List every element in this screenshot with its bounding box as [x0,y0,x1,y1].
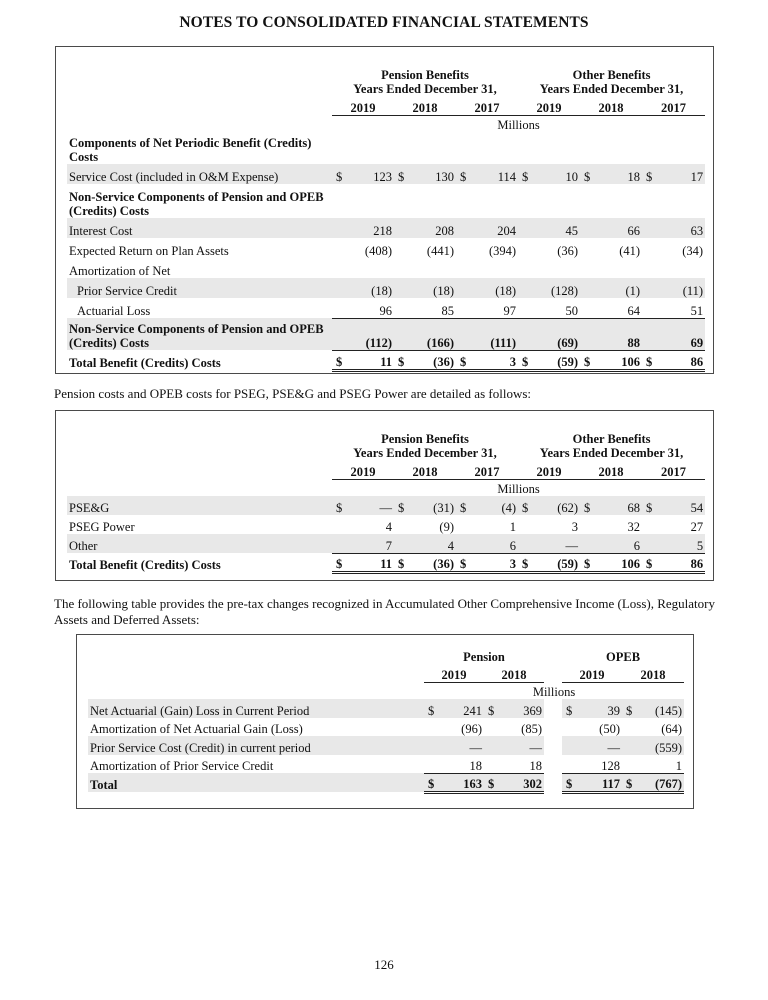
dollar-sign: $ [332,496,350,515]
table-row [67,238,705,258]
dollar-sign: $ [580,164,598,184]
cell-value: (36) [557,244,579,258]
cell-value: — [502,736,544,755]
cell-value: 4 [385,520,392,534]
cell-value: 6 [598,534,642,553]
dollar-sign: $ [332,553,350,572]
cell-value: 85 [441,303,454,318]
cell-value: (111) [474,318,518,350]
pension-group-subheader: Years Ended December 31, [353,446,497,460]
cell-value: (85) [521,722,542,736]
cell-value: 88 [598,318,642,350]
cell-value: 208 [412,218,456,238]
row-label: Expected Return on Plan Assets [69,244,229,258]
units-label: Millions [532,685,576,699]
dollar-sign: $ [562,773,580,792]
dollar-sign: $ [394,496,412,515]
row-label: Prior Service Cost (Credit) in current period [88,736,424,755]
dollar-sign: $ [424,699,442,718]
cell-value: (96) [461,722,482,736]
cell-value: 18 [598,164,642,184]
row-label: PSE&G [67,496,332,515]
section-heading: Components of Net Periodic Benefit (Credits) Costs [69,136,312,164]
dollar-sign: $ [642,496,660,515]
cell-value: (36) [412,553,456,572]
table-row [67,298,705,318]
dollar-sign: $ [580,350,598,370]
cell-value: (9) [439,520,454,534]
cell-value: (59) [536,553,580,572]
cell-value: (408) [364,244,392,258]
table-row [67,318,705,350]
cell-value: 39 [580,699,622,718]
cell-value: 369 [502,699,544,718]
cell-value: (112) [350,318,394,350]
table-row [67,164,705,184]
table-row [67,350,705,370]
table-row [67,515,705,534]
table-row [88,773,684,792]
year-header: 2019 [332,96,394,115]
cell-value: — [442,736,484,755]
cell-value: (394) [488,244,517,258]
paragraph: The following table provides the pre-tax changes recognized in Accumulated Other Comprehensive Income (Loss), Regulatory Assets and Deferred Assets: [54,596,715,627]
cell-value: 106 [598,350,642,370]
row-label: Non-Service Components of Pension and OPEB (Credits) Costs [67,318,332,350]
year-header: 2018 [580,460,642,479]
pension-group-header: Pension Benefits [381,432,469,446]
row-label: Amortization of Prior Service Credit [90,759,274,773]
year-header: 2019 [424,664,484,682]
benefit-costs-table [67,68,705,372]
cell-value: 3 [474,553,518,572]
cell-value: 18 [469,758,482,773]
dollar-sign: $ [642,164,660,184]
row-label: Total [88,773,424,792]
cell-value: (31) [412,496,456,515]
year-header: 2019 [332,460,394,479]
year-header: 2018 [394,96,456,115]
dollar-sign: $ [484,773,502,792]
cell-value: (1) [598,278,642,298]
paragraph: Pension costs and OPEB costs for PSEG, PSE&G and PSEG Power are detailed as follows: [54,386,532,401]
cell-value: — [350,496,394,515]
table-row [88,718,684,736]
cell-value: 114 [474,164,518,184]
row-label: PSEG Power [69,520,135,534]
cell-value: 123 [350,164,394,184]
aoci-changes-table [88,647,684,794]
cell-value: 51 [690,303,704,318]
cell-value: (767) [640,773,684,792]
dollar-sign: $ [456,164,474,184]
page-number: 126 [374,957,394,972]
cell-value: 64 [627,303,641,318]
dollar-sign: $ [622,699,640,718]
cell-value: 66 [598,218,642,238]
cell-value: 130 [412,164,456,184]
cell-value: 128 [601,758,620,773]
dollar-sign: $ [580,553,598,572]
cell-value: (69) [536,318,580,350]
cell-value: 45 [536,218,580,238]
cell-value: 204 [474,218,518,238]
year-header: 2017 [456,460,518,479]
cell-value: 5 [660,534,705,553]
cell-value: 3 [474,350,518,370]
table-row [88,699,684,718]
cell-value: 17 [660,164,705,184]
cell-value: (59) [536,350,580,370]
year-header: 2019 [562,664,622,682]
row-label: Interest Cost [67,218,332,238]
dollar-sign: $ [642,553,660,572]
cell-value: — [536,534,580,553]
table-row [67,218,705,238]
cell-value: 18 [529,758,542,773]
cell-value: (41) [619,244,641,258]
table-row [88,755,684,773]
units-label: Millions [497,118,540,132]
dollar-sign: $ [518,350,536,370]
cell-value: 68 [598,496,642,515]
year-header: 2019 [518,96,580,115]
cell-value: (18) [350,278,394,298]
cell-value: 32 [627,520,641,534]
cell-value: (18) [474,278,518,298]
cell-value: 69 [660,318,705,350]
cell-value: 163 [442,773,484,792]
cell-value: (50) [599,722,620,736]
page-title: NOTES TO CONSOLIDATED FINANCIAL STATEMENTS [179,14,589,31]
dollar-sign: $ [456,350,474,370]
row-label: Total Benefit (Credits) Costs [69,558,221,572]
row-label: Prior Service Credit [67,278,332,298]
dollar-sign: $ [424,773,442,792]
cell-value: 241 [442,699,484,718]
table-row [67,258,705,278]
costs-by-entity-table [67,432,705,574]
other-group-subheader: Years Ended December 31, [539,446,684,460]
dollar-sign: $ [580,496,598,515]
dollar-sign: $ [394,164,412,184]
cell-value: (145) [640,699,684,718]
cell-value: 54 [660,496,705,515]
dollar-sign: $ [518,496,536,515]
cell-value: (62) [536,496,580,515]
cell-value: 10 [536,164,580,184]
cell-value: 96 [379,303,392,318]
row-label: Total Benefit (Credits) Costs [69,356,221,370]
row-label: Actuarial Loss [77,304,151,318]
cell-value: 27 [690,520,704,534]
cell-value: 11 [350,553,394,572]
cell-value: (128) [536,278,580,298]
other-group-header: Other Benefits [572,432,651,446]
cell-value: (166) [412,318,456,350]
dollar-sign: $ [484,699,502,718]
cell-value: (18) [412,278,456,298]
cell-value: (34) [682,244,704,258]
table-row [67,534,705,553]
other-group-header: Other Benefits [572,68,651,82]
year-header: 2017 [642,96,705,115]
cell-value: 11 [350,350,394,370]
year-header: 2018 [580,96,642,115]
row-label: Amortization of Net [69,264,171,278]
cell-value: (559) [640,736,684,755]
dollar-sign: $ [394,350,412,370]
dollar-sign: $ [456,553,474,572]
row-label: Service Cost (included in O&M Expense) [67,164,332,184]
cell-value: 106 [598,553,642,572]
dollar-sign: $ [622,773,640,792]
dollar-sign: $ [518,164,536,184]
pension-group-header: Pension [463,650,505,664]
table-row [67,553,705,572]
units-label: Millions [497,482,540,496]
year-header: 2018 [394,460,456,479]
cell-value: (11) [660,278,705,298]
cell-value: 6 [474,534,518,553]
cell-value: 50 [565,303,579,318]
cell-value: 63 [660,218,705,238]
cell-value: 1 [675,758,683,773]
row-label: Other [67,534,332,553]
table-row [88,736,684,755]
pension-group-header: Pension Benefits [381,68,469,82]
pension-group-subheader: Years Ended December 31, [353,82,497,96]
row-label: Net Actuarial (Gain) Loss in Current Period [88,699,424,718]
dollar-sign: $ [518,553,536,572]
row-label: Amortization of Net Actuarial Gain (Loss) [90,722,303,736]
dollar-sign: $ [332,164,350,184]
dollar-sign: $ [642,350,660,370]
cell-value: (36) [412,350,456,370]
cell-value: — [580,736,622,755]
year-header: 2018 [622,664,684,682]
cell-value: 3 [571,520,579,534]
cell-value: 1 [509,520,517,534]
cell-value: 218 [350,218,394,238]
opeb-group-header: OPEB [606,650,641,664]
dollar-sign: $ [456,496,474,515]
dollar-sign: $ [562,699,580,718]
cell-value: 86 [660,553,705,572]
cell-value: 117 [580,773,622,792]
table-row [67,496,705,515]
cell-value: (64) [661,722,683,736]
cell-value: 97 [503,303,517,318]
cell-value: 4 [412,534,456,553]
other-group-subheader: Years Ended December 31, [539,82,684,96]
dollar-sign: $ [332,350,350,370]
cell-value: 86 [660,350,705,370]
cell-value: (4) [474,496,518,515]
year-header: 2019 [518,460,580,479]
year-header: 2017 [642,460,705,479]
dollar-sign: $ [394,553,412,572]
section-heading: Non-Service Components of Pension and OPEB (Credits) Costs [69,190,324,218]
cell-value: 7 [350,534,394,553]
cell-value: 302 [502,773,544,792]
cell-value: (441) [426,244,454,258]
table-row [67,278,705,298]
year-header: 2018 [484,664,544,682]
year-header: 2017 [456,96,518,115]
